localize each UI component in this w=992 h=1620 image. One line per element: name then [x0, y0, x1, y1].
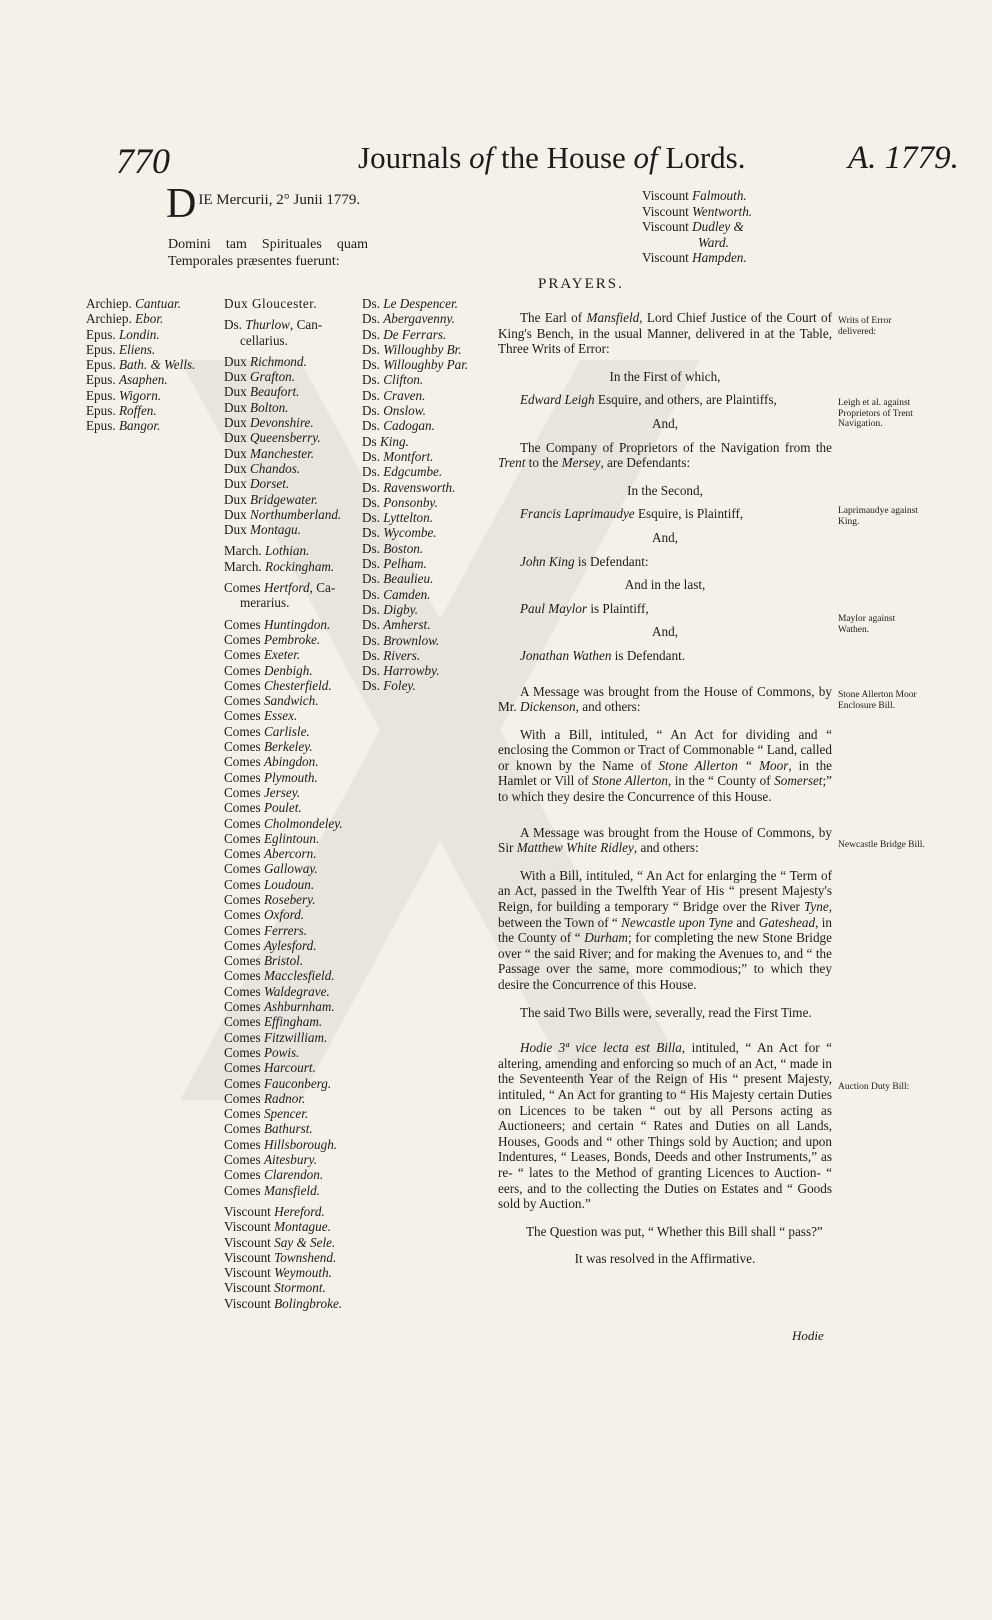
- catchword: Hodie: [792, 1328, 824, 1343]
- duke-entry: Dux Richmond.: [224, 353, 307, 369]
- and-2: And,: [651, 529, 678, 545]
- writs-paragraph: The Earl of Mansfield, Lord Chief Justice of the Court of King's Bench, in the usual Manner, delivered in at the Table, Three Writs of Error:: [498, 310, 833, 357]
- viscount-entry: Ward.: [698, 234, 729, 250]
- message-1: A Message was brought from the House of Commons, by Mr. Dickenson, and others:: [498, 683, 832, 715]
- viscount-entry: Viscount Bolingbroke.: [224, 1295, 343, 1311]
- leigh-plaintiffs: Edward Leigh Esquire, and others, are Plaintiffs,: [520, 392, 777, 408]
- duke-entry: Dux Bridgewater.: [224, 491, 318, 507]
- lord-chancellor-cont: cellarius.: [240, 332, 288, 348]
- earl-entry: Comes Poulet.: [224, 800, 302, 816]
- earl-entry: Comes Ashburnham.: [224, 999, 335, 1015]
- earl-entry: Comes Sandwich.: [224, 693, 319, 709]
- baron-entry: Ds. Lyttelton.: [362, 510, 434, 526]
- dateline: DIE Mercurii, 2° Junii 1779.: [166, 181, 361, 227]
- earl-entry: Comes Carlisle.: [224, 723, 310, 739]
- marquess-entry: March. Rockingham.: [224, 558, 335, 574]
- lord-chamberlain-cont: merarius.: [240, 595, 290, 611]
- earl-entry: Comes Chesterfield.: [224, 677, 332, 693]
- lord-entry: Archiep. Ebor.: [86, 311, 164, 327]
- earl-entry: Comes Fauconberg.: [224, 1075, 332, 1091]
- lord-chancellor: Ds. Thurlow, Can-: [224, 317, 323, 333]
- lord-entry: Epus. Londin.: [86, 326, 160, 342]
- earl-entry: Comes Cholmondeley.: [224, 815, 343, 831]
- baron-entry: Ds. Ponsonby.: [362, 494, 438, 510]
- baron-entry: Ds. Camden.: [362, 586, 431, 602]
- earl-entry: Comes Ferrers.: [224, 922, 308, 938]
- first-writ: In the First of which,: [609, 368, 721, 384]
- baron-entry: Ds. Digby.: [362, 601, 419, 617]
- earl-entry: Comes Abercorn.: [224, 846, 317, 862]
- earl-entry: Comes Clarendon.: [224, 1167, 324, 1183]
- lord-entry: Epus. Bath. & Wells.: [86, 357, 196, 373]
- baron-entry: Ds. Pelham.: [362, 556, 427, 572]
- earl-entry: Comes Harcourt.: [224, 1060, 316, 1076]
- duke-entry: Dux Chandos.: [224, 460, 301, 476]
- earl-entry: Comes Berkeley.: [224, 739, 313, 755]
- resolution: It was resolved in the Affirmative.: [574, 1251, 756, 1267]
- margin-note-laprimaudye: Laprimaudye against King.: [838, 506, 918, 527]
- wathen-defendant: Jonathan Wathen is Defendant.: [520, 647, 686, 663]
- baron-entry: Ds. Willoughby Par.: [362, 357, 469, 373]
- lord-entry: Epus. Roffen.: [86, 403, 157, 419]
- baron-entry: Ds King.: [362, 433, 409, 449]
- baron-entry: Ds. Clifton.: [362, 372, 424, 388]
- attendance-heading: Domini tam Spirituales quam Temporales præsentes fuerunt:: [168, 237, 368, 269]
- earl-entry: Comes Exeter.: [224, 647, 301, 663]
- first-reading: The said Two Bills were, severally, read the First Time.: [520, 1004, 812, 1020]
- margin-note-writs: Writs of Error delivered:: [838, 316, 892, 337]
- earl-entry: Comes Radnor.: [224, 1090, 306, 1106]
- baron-entry: Ds. Onslow.: [362, 403, 426, 419]
- bishops-column: [86, 296, 195, 434]
- baron-entry: Ds. Rivers.: [362, 647, 421, 663]
- and-1: And,: [651, 415, 678, 431]
- baron-entry: Ds. Le Despencer.: [362, 296, 458, 311]
- earl-entry: Comes Bristol.: [224, 953, 304, 969]
- question-put: The Question was put, “ Whether this Bill shall “ pass?”: [526, 1223, 823, 1239]
- dux-gloucester: Dux Gloucester.: [224, 296, 318, 311]
- duke-entry: Dux Manchester.: [224, 445, 315, 461]
- and-3: And,: [651, 624, 678, 640]
- duke-entry: Dux Devonshire.: [224, 415, 314, 431]
- baron-entry: Ds. Ravensworth.: [362, 479, 456, 495]
- viscount-entry: Viscount Dudley &: [642, 219, 744, 234]
- baron-entry: Ds. Wycombe.: [362, 525, 437, 541]
- lord-entry: Archiep. Cantuar.: [86, 296, 181, 311]
- earl-entry: Comes Denbigh.: [224, 662, 313, 678]
- barons-column: [362, 296, 468, 694]
- earl-entry: Comes Effingham.: [224, 1014, 323, 1030]
- message-2: A Message was brought from the House of Commons, by Sir Matthew White Ridley, and others:: [498, 824, 832, 856]
- margin-note-leigh: Leigh et al. against Proprietors of Trent Navigation.: [838, 398, 913, 429]
- viscount-entry: Viscount Montague.: [224, 1219, 331, 1235]
- baron-entry: Ds. Amherst.: [362, 617, 431, 633]
- earl-entry: Comes Mansfield.: [224, 1182, 320, 1198]
- viscounts-continued: [642, 188, 752, 266]
- duke-entry: Dux Northumberland.: [224, 506, 342, 522]
- marquess-entry: March. Lothian.: [224, 543, 310, 559]
- viscount-entry: Viscount Falmouth.: [642, 188, 747, 203]
- baron-entry: Ds. De Ferrars.: [362, 326, 447, 342]
- proceedings-text: [498, 310, 832, 1279]
- viscount-entry: Viscount Weymouth.: [224, 1265, 332, 1281]
- baron-entry: Ds. Abergavenny.: [362, 311, 455, 327]
- duke-entry: Dux Bolton.: [224, 399, 289, 415]
- earl-entry: Comes Plymouth.: [224, 769, 318, 785]
- maylor-plaintiff: Paul Maylor is Plaintiff,: [520, 600, 649, 616]
- stone-allerton-bill: With a Bill, intituled, “ An Act for dividing and “ enclosing the Common or Tract of Commonable “ Land, called or known by the Name of Stone Allerton “ Moor, in the Hamlet or Vill of Stone Allerton, in the “ County of Somerset;” to which they desire the Concurrence of this House.: [498, 726, 833, 805]
- peers-column: [224, 296, 343, 1311]
- earl-entry: Comes Loudoun.: [224, 876, 315, 892]
- duke-entry: Dux Grafton.: [224, 369, 296, 385]
- page-number: 770: [116, 141, 170, 181]
- prayers-heading: PRAYERS.: [538, 276, 624, 292]
- viscount-entry: Viscount Hereford.: [224, 1203, 325, 1219]
- baron-entry: Ds. Cadogan.: [362, 418, 435, 434]
- earl-entry: Comes Jersey.: [224, 784, 301, 800]
- viscount-entry: Viscount Hampden.: [642, 250, 747, 265]
- viscount-entry: Viscount Stormont.: [224, 1280, 326, 1296]
- journal-title: Journals of the House of Lords.: [358, 140, 746, 175]
- page-year: A. 1779.: [848, 140, 959, 176]
- company-defendants: The Company of Proprietors of the Navigation from the Trent to the Mersey, are Defendants:: [498, 439, 832, 471]
- viscount-entry: Viscount Say & Sele.: [224, 1234, 336, 1250]
- earl-entry: Comes Abingdon.: [224, 754, 319, 770]
- duke-entry: Dux Montagu.: [224, 522, 301, 538]
- earl-entry: Comes Eglintoun.: [224, 830, 320, 846]
- earl-entry: Comes Aylesford.: [224, 937, 317, 953]
- earl-entry: Comes Rosebery.: [224, 891, 316, 907]
- earl-entry: Comes Huntingdon.: [224, 616, 331, 632]
- baron-entry: Ds. Beaulieu.: [362, 571, 434, 587]
- earl-entry: Comes Oxford.: [224, 907, 305, 923]
- margin-note-newcastle: Newcastle Bridge Bill.: [838, 840, 925, 850]
- earl-entry: Comes Galloway.: [224, 861, 318, 877]
- viscount-entry: Viscount Wentworth.: [642, 203, 753, 219]
- baron-entry: Ds. Brownlow.: [362, 632, 440, 648]
- baron-entry: Ds. Boston.: [362, 540, 424, 556]
- margin-note-maylor: Maylor against Wathen.: [838, 614, 896, 635]
- margin-note-auction: Auction Duty Bill:: [838, 1082, 910, 1092]
- earl-entry: Comes Essex.: [224, 708, 298, 724]
- earl-entry: Comes Pembroke.: [224, 631, 321, 647]
- earl-entry: Comes Hillsborough.: [224, 1136, 338, 1152]
- laprimaudye-plaintiff: Francis Laprimaudye Esquire, is Plaintiff,: [520, 506, 744, 522]
- newcastle-bill: With a Bill, intituled, “ An Act for enlarging the “ Term of an Act, passed in the Twelfth Year of His “ present Majesty's Reign, for building a temporary “ Bridge over the River Tyne, between the Town of “ Newcastle upon Tyne and Gateshead, in the County of “ Durham; for completing the new Stone Bridge over “ the said River; and for making the Avenues to, and “ the Passage over the same, more commodious;” to which they desire the Concurrence of this House.: [498, 867, 832, 992]
- earl-entry: Comes Spencer.: [224, 1106, 309, 1122]
- baron-entry: Ds. Edgcumbe.: [362, 464, 443, 480]
- margin-note-stone-allerton: Stone Allerton Moor Enclosure Bill.: [838, 690, 917, 711]
- last-writ: And in the last,: [624, 577, 706, 593]
- earl-entry: Comes Aitesbury.: [224, 1152, 318, 1168]
- baron-entry: Ds. Foley.: [362, 678, 416, 694]
- baron-entry: Ds. Montfort.: [362, 448, 434, 464]
- lord-entry: Epus. Eliens.: [86, 341, 156, 357]
- second-writ: In the Second,: [627, 482, 703, 498]
- lord-entry: Epus. Asaphen.: [86, 372, 168, 388]
- earl-entry: Comes Fitzwilliam.: [224, 1029, 328, 1045]
- drop-cap: D: [166, 181, 197, 227]
- baron-entry: Ds. Craven.: [362, 387, 426, 403]
- duke-entry: Dux Dorset.: [224, 476, 290, 492]
- duke-entry: Dux Beaufort.: [224, 384, 300, 400]
- lord-chamberlain: Comes Hertford, Ca-: [224, 580, 336, 596]
- duke-entry: Dux Queensberry.: [224, 430, 321, 446]
- king-defendant: John King is Defendant:: [520, 553, 649, 569]
- lord-entry: Epus. Bangor.: [86, 418, 161, 434]
- earl-entry: Comes Macclesfield.: [224, 968, 335, 984]
- baron-entry: Ds. Harrowby.: [362, 663, 440, 679]
- earl-entry: Comes Bathurst.: [224, 1121, 313, 1137]
- baron-entry: Ds. Willoughby Br.: [362, 341, 462, 357]
- auction-bill: Hodie 3ª vice lecta est Billa, intituled, “ An Act for “ altering, amending and enforcing so much of an Act, “ made in the Seventeenth Year of the Reign of His “ present Majesty, intituled, “ An Act for granting to “ His Majesty certain Duties on Licences to be taken “ out by all Persons acting as Auctioneers; and certain “ Rates and Duties on all Lands, Houses, Goods and “ other Things sold by Auction; and upon Indentures, “ Leases, Bonds, Deeds and other Instruments,” as re- “ lates to the Method of granting Licences to Auction- “ eers, and to the collecting the Duties on Estates and “ Goods sold by Auction.”: [498, 1040, 832, 1212]
- viscount-entry: Viscount Townshend.: [224, 1249, 337, 1265]
- earl-entry: Comes Powis.: [224, 1044, 300, 1060]
- lord-entry: Epus. Wigorn.: [86, 387, 162, 403]
- earl-entry: Comes Waldegrave.: [224, 983, 330, 999]
